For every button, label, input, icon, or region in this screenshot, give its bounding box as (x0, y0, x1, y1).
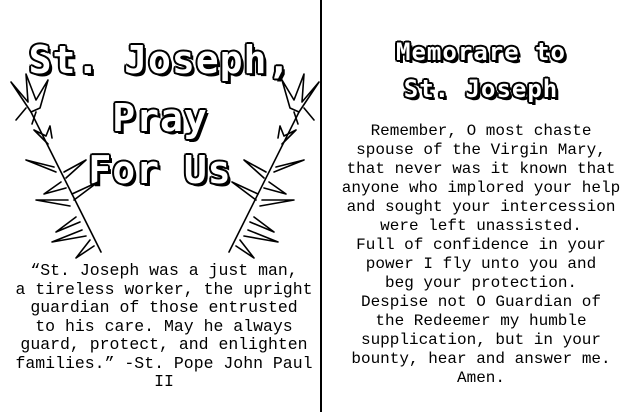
lily-icon (214, 72, 324, 262)
prayer-line: beg your protection. (384, 274, 578, 292)
memorare-title-line-2: St. Joseph (403, 75, 559, 103)
memorare-title-line-1: Memorare to (396, 38, 566, 66)
prayer-line: anyone who implored your help (341, 179, 621, 197)
prayer-line: spouse of the Virgin Mary, (356, 141, 606, 159)
prayer-line: Despise not O Guardian of (360, 293, 602, 311)
title-line-1: St. Joseph, (28, 38, 292, 82)
prayer-line: were left unassisted. (380, 217, 582, 235)
prayer-line: power I fly unto you and (365, 255, 597, 273)
right-card (322, 0, 640, 412)
prayer-text (322, 122, 640, 388)
prayer-line: bounty, hear and answer me. (351, 350, 611, 368)
quote-text: “St. Joseph was a just man, a tireless worker, the upright guardian of those entrusted to his care. May he always guard, protect, and enlighten families.” -St. Pope John Paul II (15, 261, 313, 391)
prayer-line: that never was it known that (346, 160, 616, 178)
prayer-line: Remember, O most chaste (370, 122, 592, 140)
prayer-line: Amen. (456, 369, 505, 387)
prayer-line: Full of confidence in your (356, 236, 606, 254)
prayer-line: supplication, but in your (360, 331, 602, 349)
prayer-line: the Redeemer my humble (375, 312, 587, 330)
title-line-3: For Us (88, 148, 232, 192)
prayer-line: and sought your intercession (346, 198, 616, 216)
lily-icon (6, 72, 116, 262)
title-line-2: Pray (112, 96, 208, 140)
